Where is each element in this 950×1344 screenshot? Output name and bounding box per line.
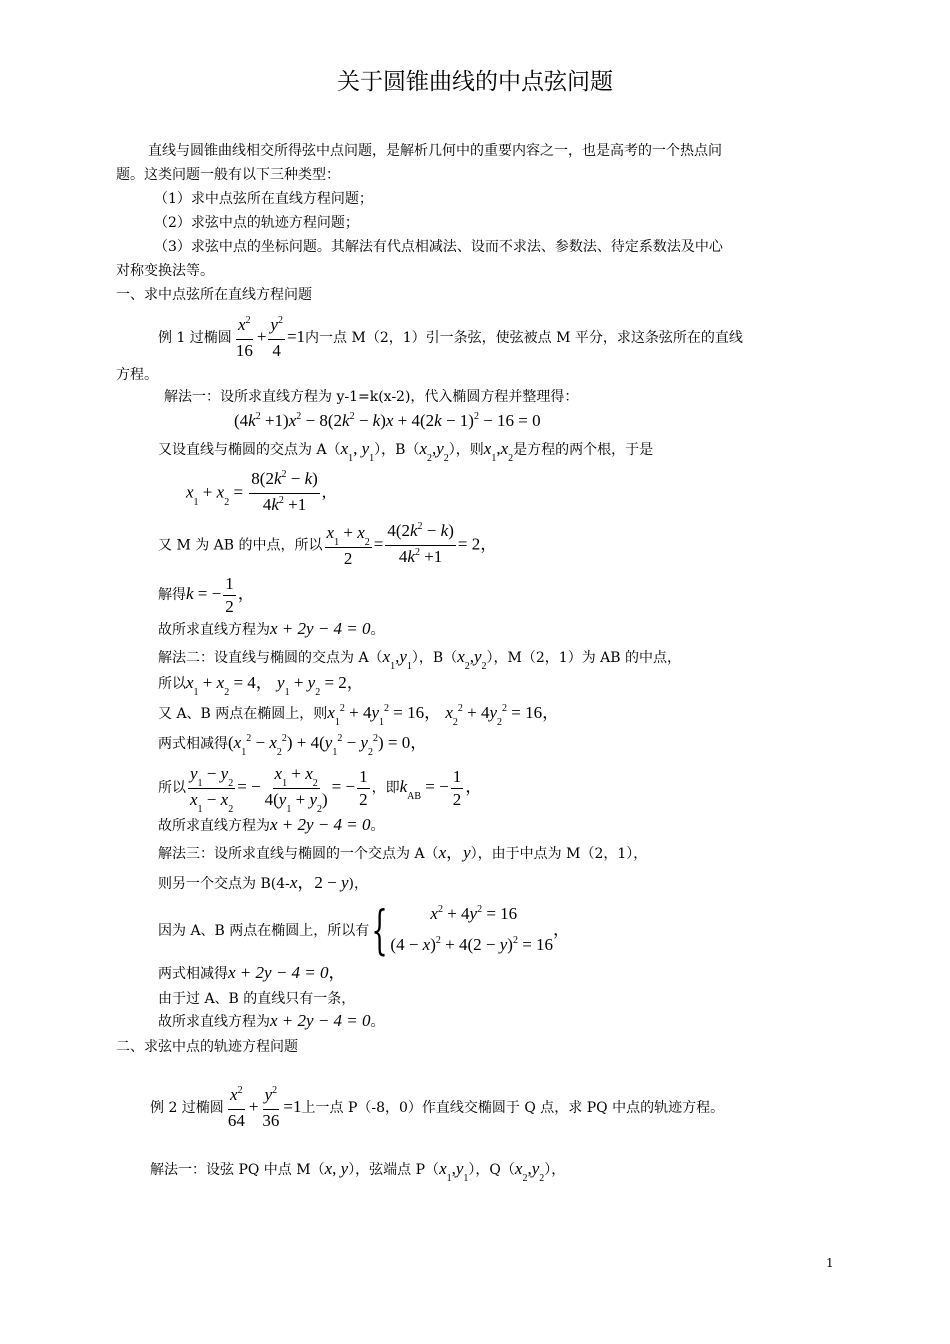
ellipse-fraction-x: $\frac{x^2}{16}$: [235, 315, 253, 360]
solution-3-other-point: 则另一个交点为 B(4-x，2 − y)，: [158, 873, 368, 892]
section-1-heading: 一、求中点弦所在直线方程问题: [116, 287, 312, 303]
example-1-end: 方程。: [116, 367, 158, 383]
solution-3-conclusion: 故所求直线方程为x + 2y − 4 = 0。: [158, 1011, 385, 1030]
document-title: 关于圆锥曲线的中点弦问题: [337, 69, 613, 95]
example-1-line: 例 1 过椭圆 $\frac{x^2}{16}$ + $\frac{y^2}{4}$ =1内一点 M（2，1）引一条弦，使弦被点 M 平分，求这条弦所在的直线: [158, 315, 743, 360]
example-2-solution-1: 解法一：设弦 PQ 中点 M（x, y），弦端点 $P(x_1,y_1)$，$Q(x_2,y_2)$，: [150, 1159, 566, 1184]
ellipse-fraction-y: $\frac{y^2}{4}$: [270, 315, 283, 360]
solution-2-sums: 所以$x_1 + x_2 = 4$， $y_1 + y_2 = 2$，: [158, 673, 364, 698]
solution-3-unique-line: 由于过 A、B 的直线只有一条，: [158, 991, 356, 1007]
solution-1-midpoint: 又 M 为 AB 的中点，所以 $\frac{x_1 + x_2}{2}$ = $\frac{4(2k^2 - k)}{4k^2 +1}$ = 2，: [158, 521, 498, 568]
example-2-text: 上一点 P（-8，0）作直线交椭圆于 Q 点，求 PQ 中点的轨迹方程。: [301, 1100, 725, 1116]
ellipse-2-fraction-y: $\frac{y^2}{36}$: [262, 1085, 280, 1130]
ellipse-2-fraction-x: $\frac{x^2}{64}$: [227, 1085, 245, 1130]
intro-line-1: 直线与圆锥曲线相交所得弦中点问题，是解析几何中的重要内容之一，也是高考的一个热点问: [148, 143, 722, 159]
solution-2-heading: 解法二：设直线与椭圆的交点为 $A(x_1,y_1)$，$B(x_2,y_2)$，M（2，1）为 AB 的中点，: [158, 647, 681, 672]
solution-1-heading: 解法一：设所求直线方程为 y-1=k(x-2)，代入椭圆方程并整理得：: [164, 389, 579, 405]
solution-2-conclusion: 故所求直线方程为x + 2y − 4 = 0。: [158, 815, 385, 834]
solution-3-system: 因为 A、B 两点在椭圆上，所以有{ $x^2 + 4y^2 = 16$ $(4 - x)^2 + 4(2 - y)^2 = 16$ ，: [158, 901, 571, 961]
intro-line-2: 题。这类问题一般有以下三种类型：: [116, 167, 340, 183]
example-2-line: 例 2 过椭圆 $\frac{x^2}{64}$ + $\frac{y^2}{36}$ =1上一点 P（-8，0）作直线交椭圆于 Q 点，求 PQ 中点的轨迹方程。: [150, 1085, 725, 1130]
section-2-heading: 二、求弦中点的轨迹方程问题: [116, 1039, 298, 1055]
solution-2-on-ellipse: 又 A、B 两点在椭圆上，则$x_1^2 + 4y_1^2 = 16$， $x_2^2 + 4y_2^2 = 16$，: [158, 703, 560, 728]
solution-1-roots-line: 又设直线与椭圆的交点为 $A(x_1$, $y_1$），$B(x_2,y_2)$，则$x_1,x_2$是方程的两个根，于是: [158, 439, 654, 464]
type-1: （1）求中点弦所在直线方程问题；: [154, 191, 373, 207]
type-3-line-1: （3）求弦中点的坐标问题。其解法有代点相减法、设而不求法、参数法、待定系数法及中心: [154, 239, 723, 255]
type-2: （2）求弦中点的轨迹方程问题；: [154, 215, 359, 231]
example-2-label: 例 2 过椭圆: [150, 1100, 224, 1116]
solution-3-heading: 解法三：设所求直线与椭圆的一个交点为 A（x，y），由于中点为 M（2，1），: [158, 843, 648, 862]
example-1-text: 内一点 M（2，1）引一条弦，使弦被点 M 平分，求这条弦所在的直线: [305, 330, 743, 346]
solution-1-sum: $x_1 + x_2$ = $\frac{8(2k^2 - k)}{4k^2 +1}$ ,: [186, 469, 327, 514]
type-3-line-2: 对称变换法等。: [116, 263, 214, 279]
solution-1-equation: $(4k^2 +1)x^2 - 8(2k^2 - k)x + 4(2k - 1)^2 - 16 = 0$: [234, 411, 541, 430]
solution-2-slope: 所以 $\frac{y_1 - y_2}{x_1 - x_2}$ = − $\frac{x_1 + x_2}{4(y_1 + y_2)}$ = − $\frac{1}{2}$ ，即$k_{AB}$ = − $\frac{1}{2}$ ，: [158, 763, 483, 815]
solution-3-subtract: 两式相减得x + 2y − 4 = 0，: [158, 963, 346, 982]
example-1-label: 例 1 过椭圆: [158, 330, 232, 346]
solution-2-subtract: 两式相减得$(x_1^2 - x_2^2) + 4(y_1^2 - y_2^2) = 0$，: [158, 733, 428, 758]
page-number: 1: [826, 1256, 834, 1270]
solution-1-k: 解得k = − $\frac{1}{2}$ ，: [158, 573, 255, 616]
solution-1-conclusion: 故所求直线方程为x + 2y − 4 = 0。: [158, 619, 385, 638]
